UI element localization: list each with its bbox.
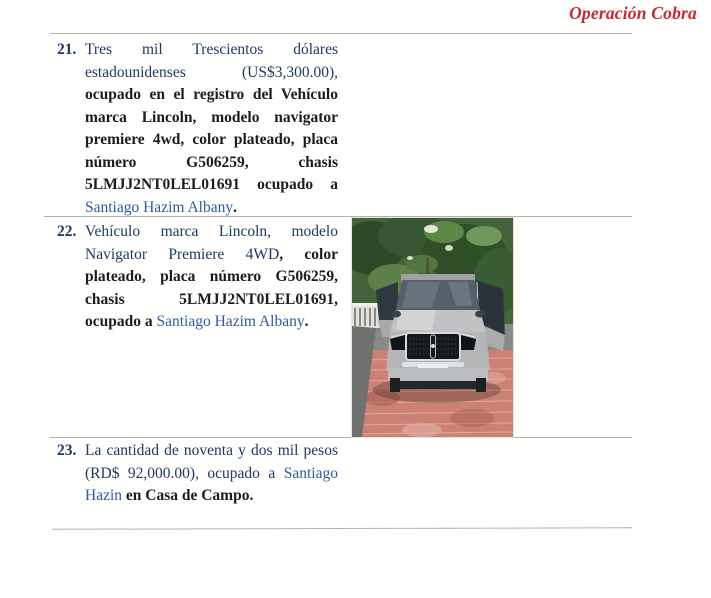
list-item-21: [57, 39, 343, 219]
divider: [50, 33, 632, 34]
text-segment: ocupado en el registro del Vehículo marca Lincoln, modelo navigator premiere 4wd, color plateado, placa número G506259, chasis 5LMJJ2NT0LEL01691 ocupado a: [85, 86, 338, 193]
text-segment: en Casa de Campo.: [125, 487, 254, 504]
vehicle-photo-art: [352, 218, 513, 437]
list-item-23: [57, 440, 343, 508]
text-segment: , color plateado, placa número G506259, chasis 5LMJJ2NT0LEL01691, ocupado a: [85, 245, 338, 330]
divider: [50, 437, 632, 438]
text-segment: .: [304, 313, 309, 330]
item-number: 22.: [57, 223, 77, 240]
text-segment: Santiago Hazim Albany: [156, 313, 305, 330]
item-text: [85, 221, 338, 334]
suv: [376, 274, 505, 392]
vehicle-photo: [352, 218, 513, 437]
item-number: 23.: [57, 442, 77, 459]
text-segment: .: [233, 198, 237, 216]
list-item-22: [57, 221, 343, 334]
page-title: Operación Cobra: [569, 3, 697, 23]
text-segment: La cantidad de noventa y dos mil pesos (RD$ 92,000.00), ocupado a: [85, 442, 338, 482]
item-text: [85, 440, 338, 508]
text-segment: Santiago Hazin: [85, 464, 338, 504]
text-segment: Vehículo marca Lincoln, modelo Navigator Premiere 4WD: [85, 223, 338, 263]
text-segment: Tres mil Trescientos dólares estadounidenses (US$3,300.00),: [85, 41, 338, 81]
divider: [52, 527, 632, 530]
item-text: [85, 39, 338, 219]
item-number: 21.: [57, 41, 77, 58]
text-segment: Santiago Hazim Albany: [85, 198, 234, 216]
